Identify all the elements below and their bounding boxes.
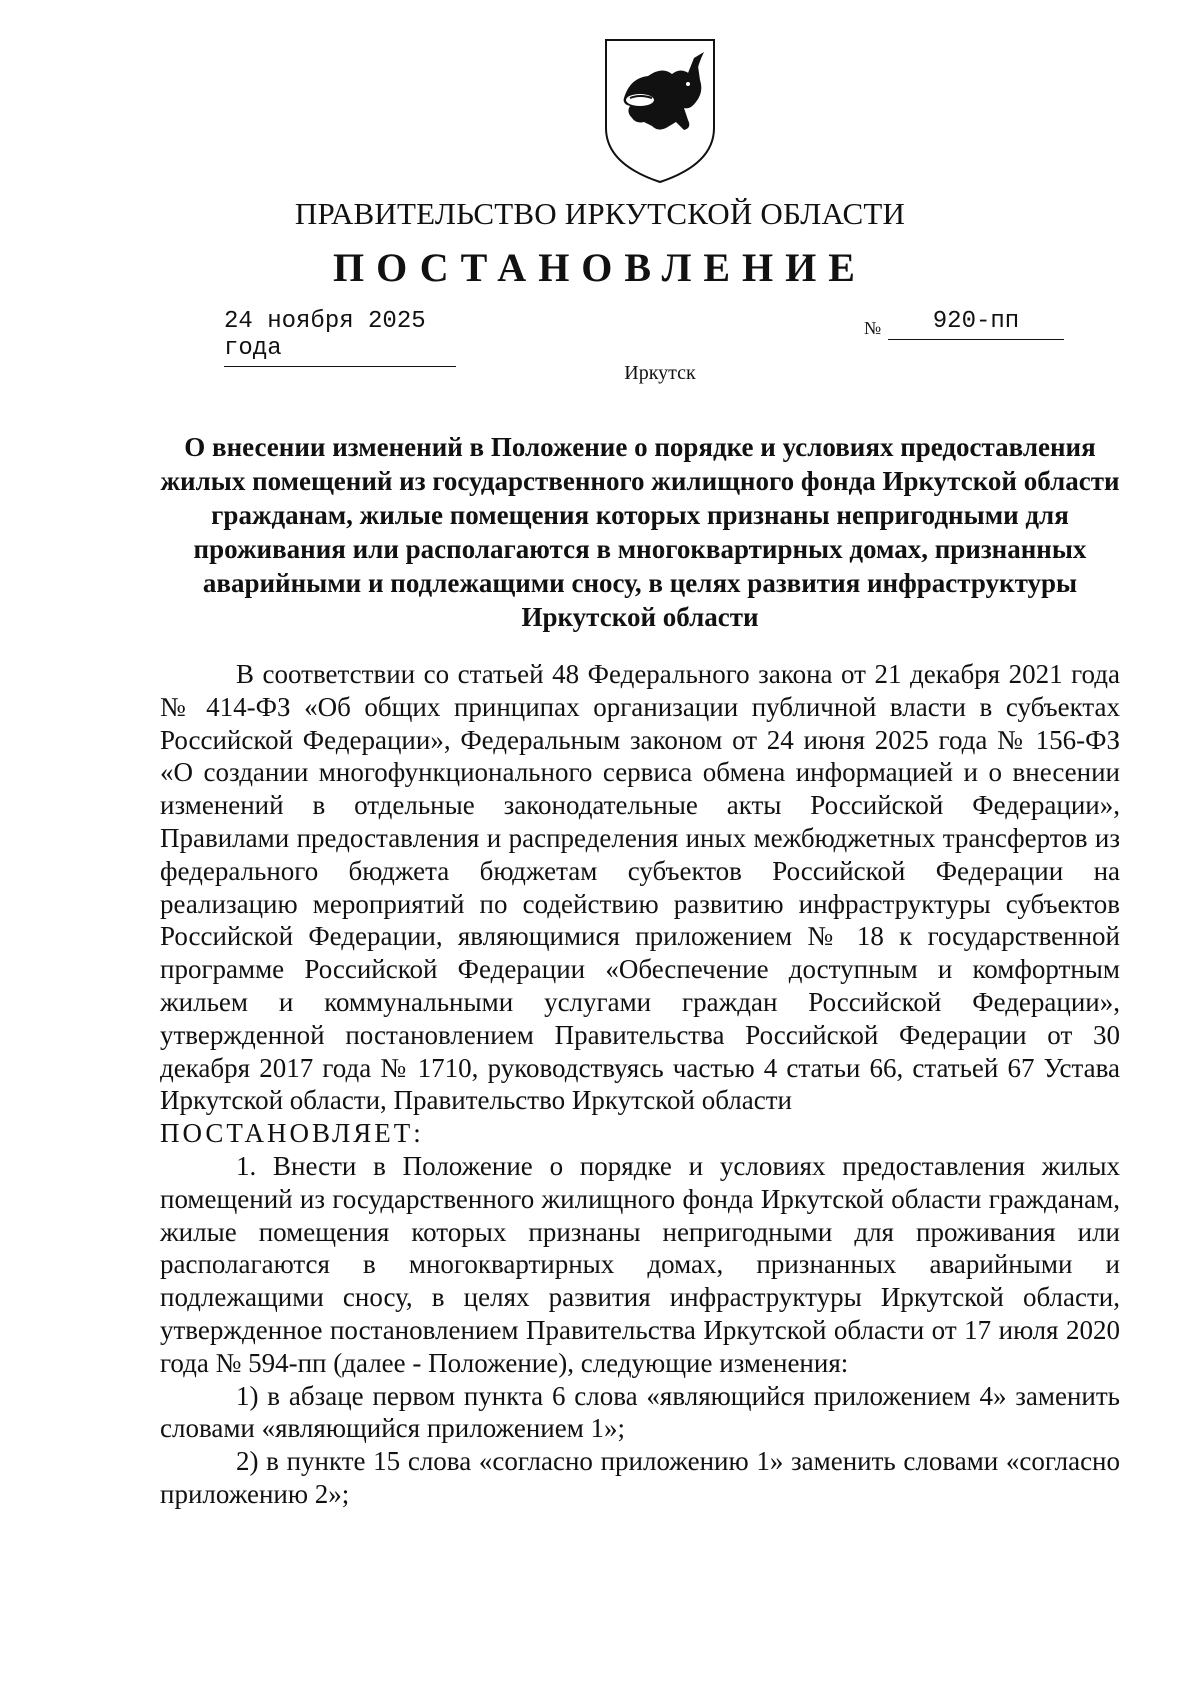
item-1-paragraph: 1. Внести в Положение о порядке и условиях предоставления жилых помещений из государственного жилищного фонда Иркутской области гражданам, жилые помещения которых признаны непригодными для проживания или располагаются в многоквартирных домах, признанных аварийными и подлежащими сносу, в целях развития инфраструктуры Иркутской области, утвержденное постановлением Правительства Иркутской области от 17 июля 2020 года № 594-пп (далее - Положение), следующие изменения:	[160, 1150, 1120, 1378]
document-body	[160, 658, 1120, 1511]
government-name: ПРАВИТЕЛЬСТВО ИРКУТСКОЙ ОБЛАСТИ	[294, 196, 906, 231]
number-sign: №	[864, 318, 882, 338]
preamble-paragraph: В соответствии со статьей 48 Федерального закона от 21 декабря 2021 года № 414-ФЗ «Об общих принципах организации публичной власти в субъектах Российской Федерации», Федеральным законом от 24 июня 2025 года № 156-ФЗ «О создании многофункционального сервиса обмена информацией и о внесении изменений в отдельные законодательные акты Российской Федерации», Правилами предоставления и распределения иных межбюджетных трансфертов из федерального бюджета бюджетам субъектов Российской Федерации на реализацию мероприятий по содействию развитию инфраструктуры субъектов Российской Федерации, являющимися приложением № 18 к государственной программе Российской Федерации «Обеспечение доступным и комфортным жильем и коммунальными услугами граждан Российской Федерации», утвержденной постановлением Правительства Российской Федерации от 30 декабря 2017 года № 1710, руководствуясь частью 4 статьи 66, статьей 67 Устава Иркутской области, Правительство Иркутской области	[160, 659, 1120, 1116]
coat-of-arms-icon	[600, 36, 720, 186]
sub-item-1-paragraph: 1) в абзаце первом пункта 6 слова «являющийся приложением 4» заменить словами «являющийся приложением 1»;	[160, 1380, 1120, 1444]
document-number: 920-пп	[888, 308, 1064, 340]
document-type: ПОСТАНОВЛЕНИЕ	[333, 245, 867, 290]
sub-item-2-paragraph: 2) в пункте 15 слова «согласно приложению 1» заменить словами «согласно приложению 2»;	[160, 1446, 1120, 1509]
document-city: Иркутск	[624, 362, 696, 384]
document-date: 24 ноября 2025 года	[224, 308, 456, 367]
decree-word: ПОСТАНОВЛЯЕТ:	[160, 1118, 424, 1149]
document-title: О внесении изменений в Положение о порядке и условиях предоставления жилых помещений из государственного жилищного фонда Иркутской области гражданам, жилые помещения которых признаны непригодными для проживания или располагаются в многоквартирных домах, признанных аварийными и подлежащими сносу, в целях развития инфраструктуры Иркутской области	[160, 432, 1120, 632]
